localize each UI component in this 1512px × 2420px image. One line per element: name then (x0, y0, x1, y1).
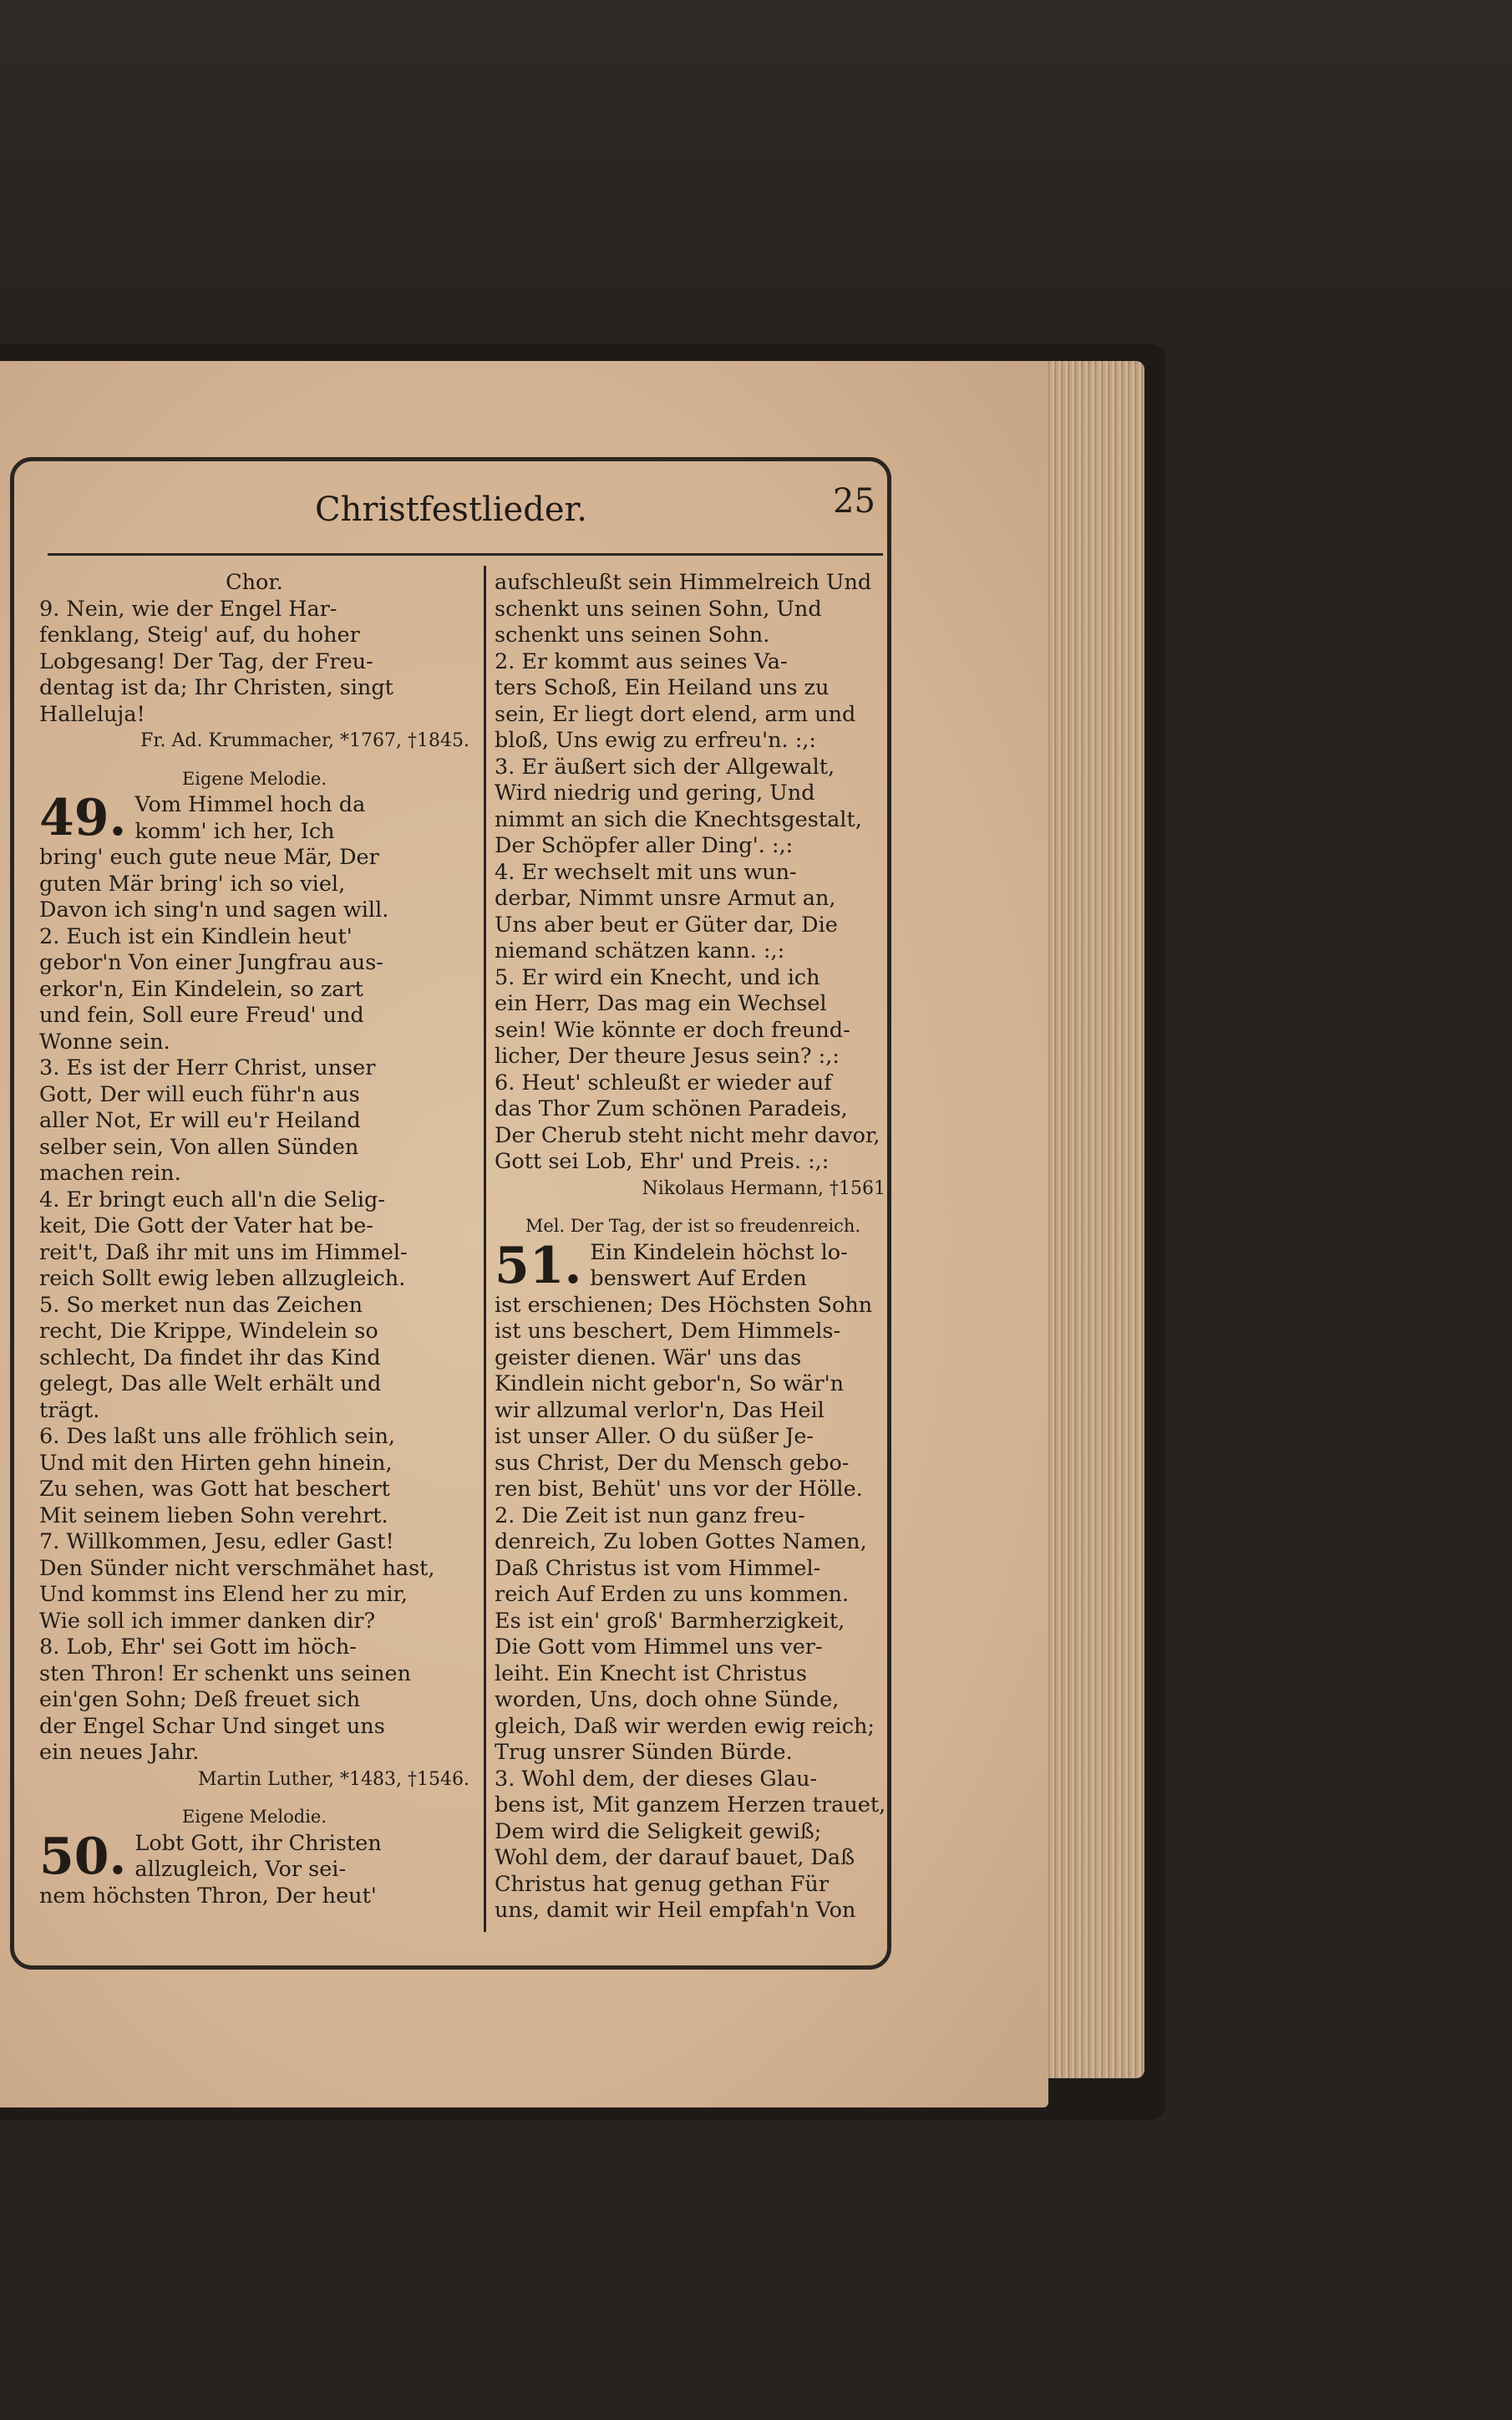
book-page (0, 361, 1048, 2107)
text-line: allzugleich, Vor sei- (134, 1857, 347, 1882)
text-line: 2. Er kommt aus seines Va- (495, 648, 788, 674)
hymn-49-start (39, 789, 469, 847)
text-line: Gott sei Lob, Ehr' und Preis. :,: (495, 1149, 830, 1174)
credit-49: Martin Luther, *1483, †1546. (197, 1768, 469, 1790)
melody-50: Eigene Melodie. (181, 1807, 327, 1827)
text-line: Daß Christus ist vom Himmel- (495, 1555, 821, 1581)
text-line: selber sein, Von allen Sünden (39, 1134, 359, 1160)
hymn-50-text (39, 1884, 469, 1910)
running-head: Christfestlieder. (315, 491, 587, 529)
text-line: sus Christ, Der du Mensch gebo- (495, 1450, 850, 1476)
text-line: Und mit den Hirten gehn hinein, (39, 1450, 393, 1476)
text-line: dentag ist da; Ihr Christen, singt (39, 675, 393, 700)
text-line: 3. Es ist der Herr Christ, unser (39, 1055, 376, 1080)
hymn-50-continued (495, 570, 891, 1176)
text-line: Mit seinem lieben Sohn verehrt. (39, 1502, 388, 1528)
page-frame (10, 457, 891, 1970)
text-line: ein'gen Sohn; Deß freuet sich (39, 1687, 361, 1712)
text-line: Zu sehen, was Gott hat beschert (39, 1477, 390, 1502)
text-line: ein Herr, Das mag ein Wechsel (495, 991, 827, 1016)
left-column (39, 570, 469, 1909)
hymn-51-first-lines (590, 1240, 847, 1293)
text-line: Wohl dem, der darauf bauet, Daß (495, 1845, 855, 1870)
text-line: Wie soll ich immer danken dir? (39, 1608, 376, 1634)
chor-heading: Chor. (226, 570, 283, 595)
text-line: leiht. Ein Knecht ist Christus (495, 1660, 807, 1686)
text-line: Halleluja! (39, 701, 145, 727)
text-line: 4. Er bringt euch all'n die Selig- (39, 1187, 385, 1213)
text-line: machen rein. (39, 1161, 181, 1186)
text-line: recht, Die Krippe, Windelein so (39, 1319, 378, 1344)
text-line: 5. Er wird ein Knecht, und ich (495, 964, 820, 990)
hymn-50-first-lines (134, 1831, 381, 1884)
text-line: Und kommst ins Elend her zu mir, (39, 1582, 408, 1607)
text-line: aufschleußt sein Himmelreich Und (495, 570, 872, 595)
verse-9 (39, 597, 469, 729)
text-line: reich Sollt ewig leben allzugleich. (39, 1266, 406, 1291)
text-line: wir allzumal verlor'n, Das Heil (495, 1397, 824, 1423)
text-line: bring' euch gute neue Mär, Der (39, 845, 379, 870)
text-line: 3. Er äußert sich der Allgewalt, (495, 754, 835, 780)
hymn-49-first-lines (134, 792, 365, 845)
text-line: sein! Wie könnte er doch freund- (495, 1017, 850, 1043)
melody-51: Mel. Der Tag, der ist so freudenreich. (525, 1216, 861, 1236)
hymn-50-start (39, 1827, 469, 1886)
text-line: Lobgesang! Der Tag, der Freu- (39, 648, 373, 674)
text-line: trägt. (39, 1397, 100, 1423)
text-line: 2. Die Zeit ist nun ganz freu- (495, 1502, 805, 1528)
text-line: Dem wird die Seligkeit gewiß; (495, 1818, 822, 1844)
text-line: gleich, Daß wir werden ewig reich; (495, 1713, 875, 1739)
text-line: 9. Nein, wie der Engel Har- (39, 596, 337, 622)
text-line: Der Schöpfer aller Ding'. :,: (495, 833, 794, 858)
text-line: der Engel Schar Und singet uns (39, 1713, 385, 1739)
text-line: uns, damit wir Heil empfah'n Von (495, 1898, 856, 1923)
credit-50: Nikolaus Hermann, †1561. (642, 1177, 891, 1199)
text-line: aller Not, Er will eu'r Heiland (39, 1108, 361, 1133)
text-line: Der Cherub steht nicht mehr davor, (495, 1122, 880, 1148)
text-line: Wird niedrig und gering, Und (495, 780, 815, 806)
text-line: Die Gott vom Himmel uns ver- (495, 1635, 823, 1660)
text-line: geister dienen. Wär' uns das (495, 1345, 802, 1370)
text-line: Davon ich sing'n und sagen will. (39, 897, 389, 923)
column-rule (484, 566, 486, 1932)
text-line: guten Mär bring' ich so viel, (39, 871, 346, 897)
text-line: reit't, Daß ihr mit uns im Himmel- (39, 1239, 408, 1265)
hymn-50-number: 50. (39, 1827, 127, 1886)
text-line: 6. Des laßt uns alle fröhlich sein, (39, 1424, 396, 1449)
text-line: 5. So merket nun das Zeichen (39, 1292, 363, 1318)
text-line: ist unser Aller. O du süßer Je- (495, 1424, 814, 1449)
text-line: sein, Er liegt dort elend, arm und (495, 701, 856, 727)
text-line: Ein Kindelein höchst lo- (590, 1239, 848, 1265)
background-top (0, 0, 1512, 359)
text-line: Gott, Der will euch führ'n aus (39, 1081, 360, 1107)
hymn-49-number: 49. (39, 789, 127, 847)
hymn-51-text (495, 1293, 891, 1924)
text-line: fenklang, Steig' auf, du hoher (39, 623, 360, 648)
text-line: ist uns beschert, Dem Himmels- (495, 1319, 841, 1344)
text-line: nimmt an sich die Knechtsgestalt, (495, 806, 862, 832)
text-line: denreich, Zu loben Gottes Namen, (495, 1529, 867, 1554)
text-line: 7. Willkommen, Jesu, edler Gast! (39, 1529, 394, 1554)
text-line: gebor'n Von einer Jungfrau aus- (39, 950, 383, 975)
text-line: Trug unsrer Sünden Bürde. (495, 1740, 793, 1765)
text-line: ein neues Jahr. (39, 1740, 200, 1765)
hymn-49-text (39, 845, 469, 1767)
text-line: reich Auf Erden zu uns kommen. (495, 1582, 850, 1607)
text-line: ist erschienen; Des Höchsten Sohn (495, 1292, 873, 1318)
credit-48: Fr. Ad. Krummacher, *1767, †1845. (140, 730, 469, 751)
text-line: Kindlein nicht gebor'n, So wär'n (495, 1371, 845, 1396)
text-line: keit, Die Gott der Vater hat be- (39, 1213, 373, 1238)
text-line: benswert Auf Erden (590, 1266, 807, 1291)
melody-49: Eigene Melodie. (181, 768, 327, 789)
text-line: schenkt uns seinen Sohn, Und (495, 596, 822, 622)
page-number: 25 (833, 482, 875, 521)
text-line: Christus hat genug gethan Für (495, 1871, 830, 1897)
text-line: und fein, Soll eure Freud' und (39, 1003, 364, 1028)
text-line: licher, Der theure Jesus sein? :,: (495, 1044, 840, 1069)
text-line: komm' ich her, Ich (134, 818, 335, 844)
text-line: Lobt Gott, ihr Christen (134, 1830, 382, 1856)
text-line: bens ist, Mit ganzem Herzen trauet, (495, 1792, 886, 1818)
text-line: das Thor Zum schönen Paradeis, (495, 1096, 848, 1121)
header-rule (48, 553, 883, 556)
text-line: schlecht, Da findet ihr das Kind (39, 1345, 381, 1370)
text-line: Wonne sein. (39, 1029, 170, 1055)
text-line: worden, Uns, doch ohne Sünde, (495, 1687, 840, 1712)
text-line: nem höchsten Thron, Der heut' (39, 1883, 377, 1909)
text-line: bloß, Uns ewig zu erfreu'n. :,: (495, 728, 817, 753)
text-line: Den Sünder nicht verschmähet hast, (39, 1555, 435, 1581)
text-line: ren bist, Behüt' uns vor der Hölle. (495, 1477, 863, 1502)
text-line: ters Schoß, Ein Heiland uns zu (495, 675, 830, 700)
text-line: 3. Wohl dem, der dieses Glau- (495, 1766, 818, 1792)
text-line: sten Thron! Er schenkt uns seinen (39, 1660, 412, 1686)
hymn-51-number: 51. (495, 1236, 582, 1295)
text-line: 6. Heut' schleußt er wieder auf (495, 1070, 832, 1096)
text-line: 8. Lob, Ehr' sei Gott im höch- (39, 1635, 357, 1660)
text-line: Vom Himmel hoch da (134, 792, 366, 817)
text-line: 4. Er wechselt mit uns wun- (495, 859, 797, 885)
text-line: gelegt, Das alle Welt erhält und (39, 1371, 382, 1396)
text-line: derbar, Nimmt unsre Armut an, (495, 886, 836, 911)
text-line: Es ist ein' groß' Barmherzigkeit, (495, 1608, 845, 1634)
text-line: 2. Euch ist ein Kindlein heut' (39, 923, 353, 949)
hymn-51-start (495, 1236, 891, 1295)
text-line: niemand schätzen kann. :,: (495, 938, 785, 963)
text-line: Uns aber beut er Güter dar, Die (495, 912, 838, 938)
right-column (495, 570, 891, 1924)
text-line: schenkt uns seinen Sohn. (495, 623, 770, 648)
text-line: erkor'n, Ein Kindelein, so zart (39, 976, 363, 1002)
